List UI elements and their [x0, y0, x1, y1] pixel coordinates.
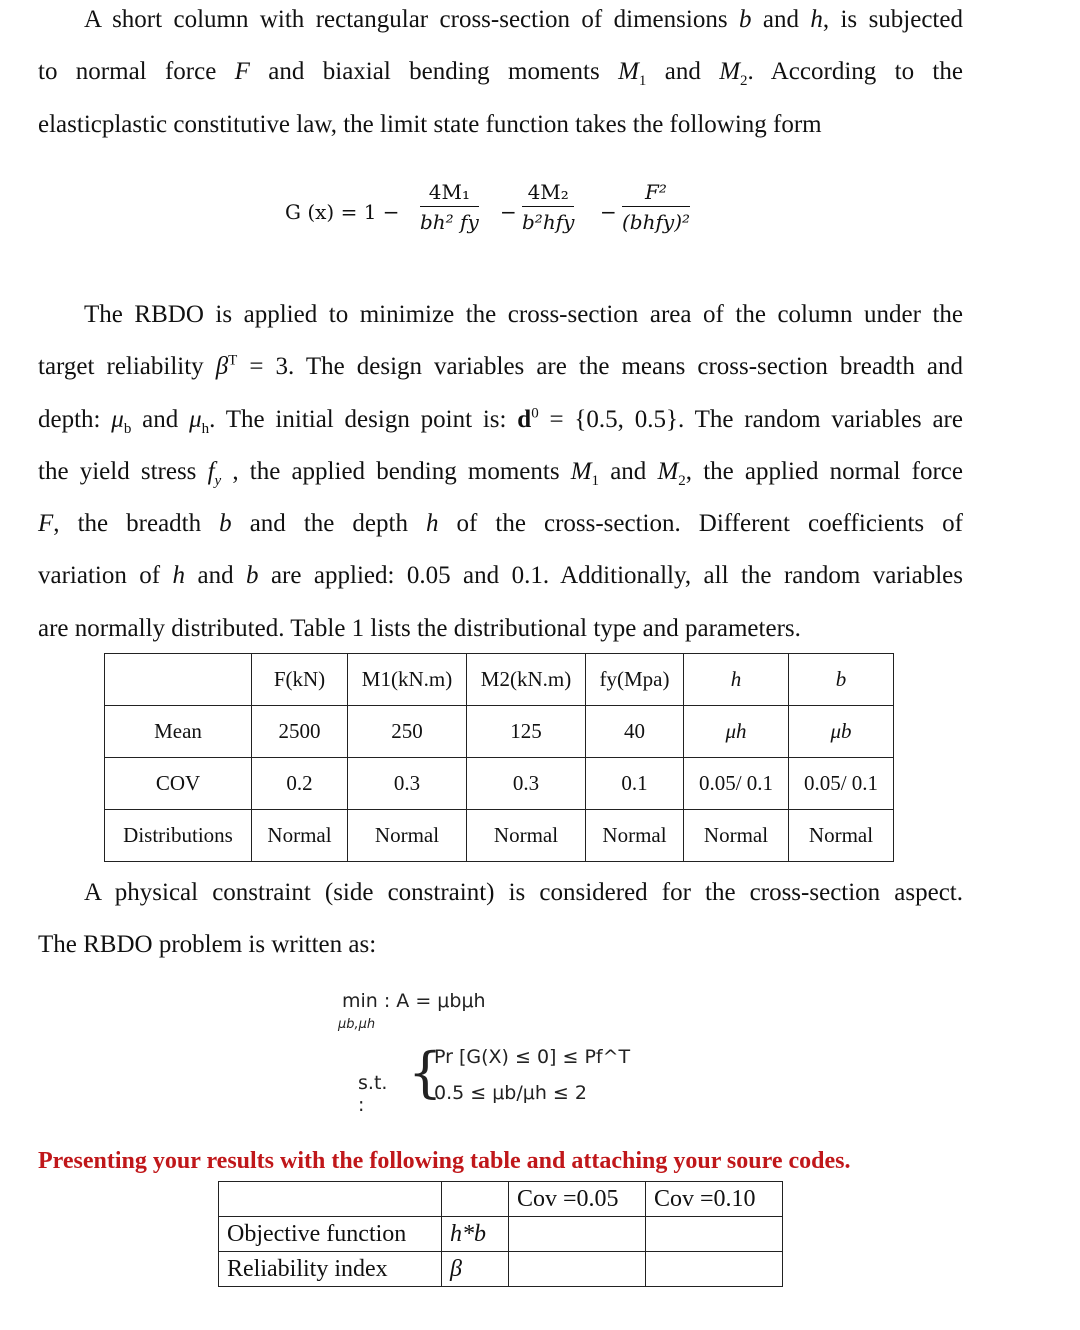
- table-cell: 0.05/ 0.1: [684, 758, 789, 810]
- table-cell: 0.05/ 0.1: [789, 758, 894, 810]
- table-header: F(kN): [252, 654, 348, 706]
- table-header: Cov =0.05: [509, 1182, 646, 1217]
- side-constraint: 0.5 ≤ μb/μh ≤ 2: [434, 1082, 587, 1104]
- intro-line-1: A short column with rectangular cross-section of dimensions b and h, is subjected: [84, 6, 963, 33]
- table-cell: Normal: [467, 810, 586, 862]
- table-cell: [509, 1252, 646, 1287]
- table-cell: 0.2: [252, 758, 348, 810]
- constraint-line-1: A physical constraint (side constraint) is considered for the cross-section aspect.: [84, 879, 963, 906]
- rbdo-line-2: target reliability $\beta^T = 3$. The design variables are the means cross-section breadth and: [38, 352, 963, 381]
- constraint-line-2: The RBDO problem is written as:: [38, 931, 377, 959]
- table-cell: 40: [586, 706, 684, 758]
- table-cell: 2500: [252, 706, 348, 758]
- table-cell: Normal: [252, 810, 348, 862]
- subject-to-label: s.t. :: [358, 1072, 388, 1116]
- objective: min : A = μbμh: [342, 990, 486, 1012]
- equation-lhs: G (x) = 1 −: [285, 200, 400, 224]
- table-cell: 0.3: [467, 758, 586, 810]
- table-cell: Mean: [105, 706, 252, 758]
- table-header: fy(Mpa): [586, 654, 684, 706]
- rbdo-paragraph: [38, 295, 963, 661]
- table-cell: Distributions: [105, 810, 252, 862]
- table-header: Cov =0.10: [646, 1182, 783, 1217]
- table-row: [105, 706, 894, 758]
- rbdo-line-4: the yield stress $f_y$ , the applied bending moments $M_1$ and $M_2$, the applied normal force: [38, 457, 963, 489]
- intro-line-3: elasticplastic constitutive law, the limit state function takes the following form: [38, 110, 822, 138]
- equation-term-1: $\frac{\text{4M₁}}{\text{bh² fy}}$: [420, 180, 479, 234]
- distribution-table: [104, 653, 894, 862]
- objective-subscript: μb,μh: [338, 1017, 376, 1032]
- intro-line-2: to normal force F and biaxial bending moments $M_1$ and $M_2$. According to the: [38, 58, 963, 90]
- rbdo-line-1: The RBDO is applied to minimize the cross-section area of the column under the: [84, 301, 963, 328]
- table-row: [219, 1252, 783, 1287]
- constraint-paragraph: [38, 873, 963, 978]
- rbdo-line-5: F, the breadth b and the depth h of the cross-section. Different coefficients of: [38, 510, 963, 538]
- equation-term-2: 4M₂ b²hfy: [522, 180, 575, 234]
- rbdo-line-3: depth: $\mu_b$ and $\mu_h$. The initial design point is: $d^0 = \{0.5$, 0.5}. The random variables are: [38, 405, 963, 437]
- rbdo-line-7: are normally distributed. Table 1 lists the distributional type and parameters.: [38, 614, 801, 642]
- equation-term-3: F² (bhfy)²: [622, 180, 691, 234]
- intro-paragraph: [38, 0, 963, 157]
- table-cell: [105, 654, 252, 706]
- results-table: [218, 1181, 783, 1287]
- table-row: [105, 758, 894, 810]
- limit-state-equation: G (x) = 1 − $\frac{\text{4M₁}}{\text{bh² fy}}$ − 4M₂ b²hfy − F² (bhfy)²: [285, 180, 691, 234]
- table-cell: Normal: [586, 810, 684, 862]
- table-header: h: [684, 654, 789, 706]
- table-cell: [442, 1182, 509, 1217]
- table-cell: μh: [684, 706, 789, 758]
- table-cell: Normal: [348, 810, 467, 862]
- table-cell: [646, 1252, 783, 1287]
- table-header-row: [105, 654, 894, 706]
- table-row: [105, 810, 894, 862]
- table-cell: [646, 1217, 783, 1252]
- table-cell: 0.1: [586, 758, 684, 810]
- table-header: M1(kN.m): [348, 654, 467, 706]
- table-cell: 250: [348, 706, 467, 758]
- table-cell: Normal: [789, 810, 894, 862]
- table-cell: β: [442, 1252, 509, 1287]
- constraint-brace: {: [408, 1041, 443, 1104]
- table-cell: Reliability index: [219, 1252, 442, 1287]
- table-header: b: [789, 654, 894, 706]
- table-cell: Normal: [684, 810, 789, 862]
- probabilistic-constraint: Pr [G(X) ≤ 0] ≤ Pf^T: [434, 1046, 631, 1068]
- table-row: [219, 1217, 783, 1252]
- table-cell: COV: [105, 758, 252, 810]
- table-header: M2(kN.m): [467, 654, 586, 706]
- table-cell: μb: [789, 706, 894, 758]
- table-cell: 0.3: [348, 758, 467, 810]
- table-cell: [219, 1182, 442, 1217]
- requirement-text: Presenting your results with the following table and attaching your soure codes.: [38, 1148, 851, 1174]
- table-cell: h*b: [442, 1217, 509, 1252]
- table-header-row: [219, 1182, 783, 1217]
- table-cell: 125: [467, 706, 586, 758]
- table-cell: Objective function: [219, 1217, 442, 1252]
- table-cell: [509, 1217, 646, 1252]
- rbdo-line-6: variation of h and b are applied: 0.05 and 0.1. Additionally, all the random variables: [38, 562, 963, 590]
